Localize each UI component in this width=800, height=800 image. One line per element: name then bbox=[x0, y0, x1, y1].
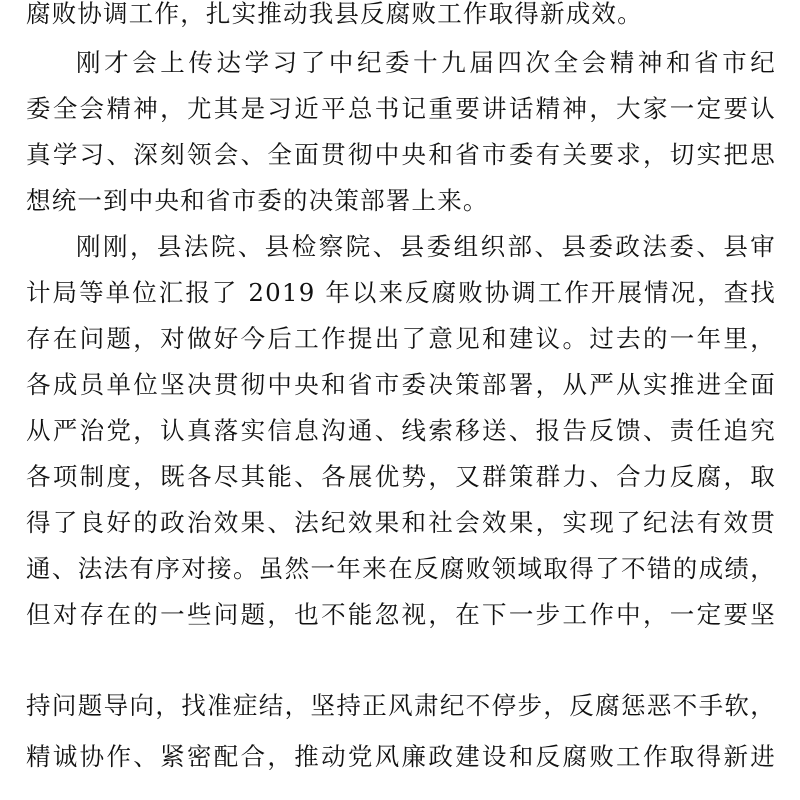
text-line: 腐败协调工作，扎实推动我县反腐败工作取得新成效。 bbox=[26, 0, 643, 28]
text-line: 计局等单位汇报了 2019 年以来反腐败协调工作开展情况，查找 bbox=[26, 278, 776, 307]
text-line: 存在问题，对做好今后工作提出了意见和建议。过去的一年里， bbox=[26, 324, 776, 353]
text-line: 得了良好的政治效果、法纪效果和社会效果，实现了纪法有效贯 bbox=[26, 508, 776, 537]
text-line: 想统一到中央和省市委的决策部署上来。 bbox=[26, 186, 489, 215]
text-line: 委全会精神，尤其是习近平总书记重要讲话精神，大家一定要认 bbox=[26, 94, 776, 123]
text-line: 精诚协作、紧密配合，推动党风廉政建设和反腐败工作取得新进 bbox=[26, 742, 776, 771]
text-line: 通、法法有序对接。虽然一年来在反腐败领域取得了不错的成绩， bbox=[26, 554, 776, 583]
paragraph-first-line: 刚才会上传达学习了中纪委十九届四次全会精神和省市纪 bbox=[76, 48, 776, 77]
text-line: 从严治党，认真落实信息沟通、线索移送、报告反馈、责任追究 bbox=[26, 416, 776, 445]
paragraph-first-line: 刚刚，县法院、县检察院、县委组织部、县委政法委、县审 bbox=[76, 232, 776, 261]
text-line: 各成员单位坚决贯彻中央和省市委决策部署，从严从实推进全面 bbox=[26, 370, 776, 399]
text-line: 持问题导向，找准症结，坚持正风肃纪不停步，反腐惩恶不手软， bbox=[26, 691, 776, 720]
text-line: 真学习、深刻领会、全面贯彻中央和省市委有关要求，切实把思 bbox=[26, 140, 776, 169]
text-line: 各项制度，既各尽其能、各展优势，又群策群力、合力反腐，取 bbox=[26, 462, 776, 491]
text-line: 但对存在的一些问题，也不能忽视，在下一步工作中，一定要坚 bbox=[26, 600, 776, 629]
